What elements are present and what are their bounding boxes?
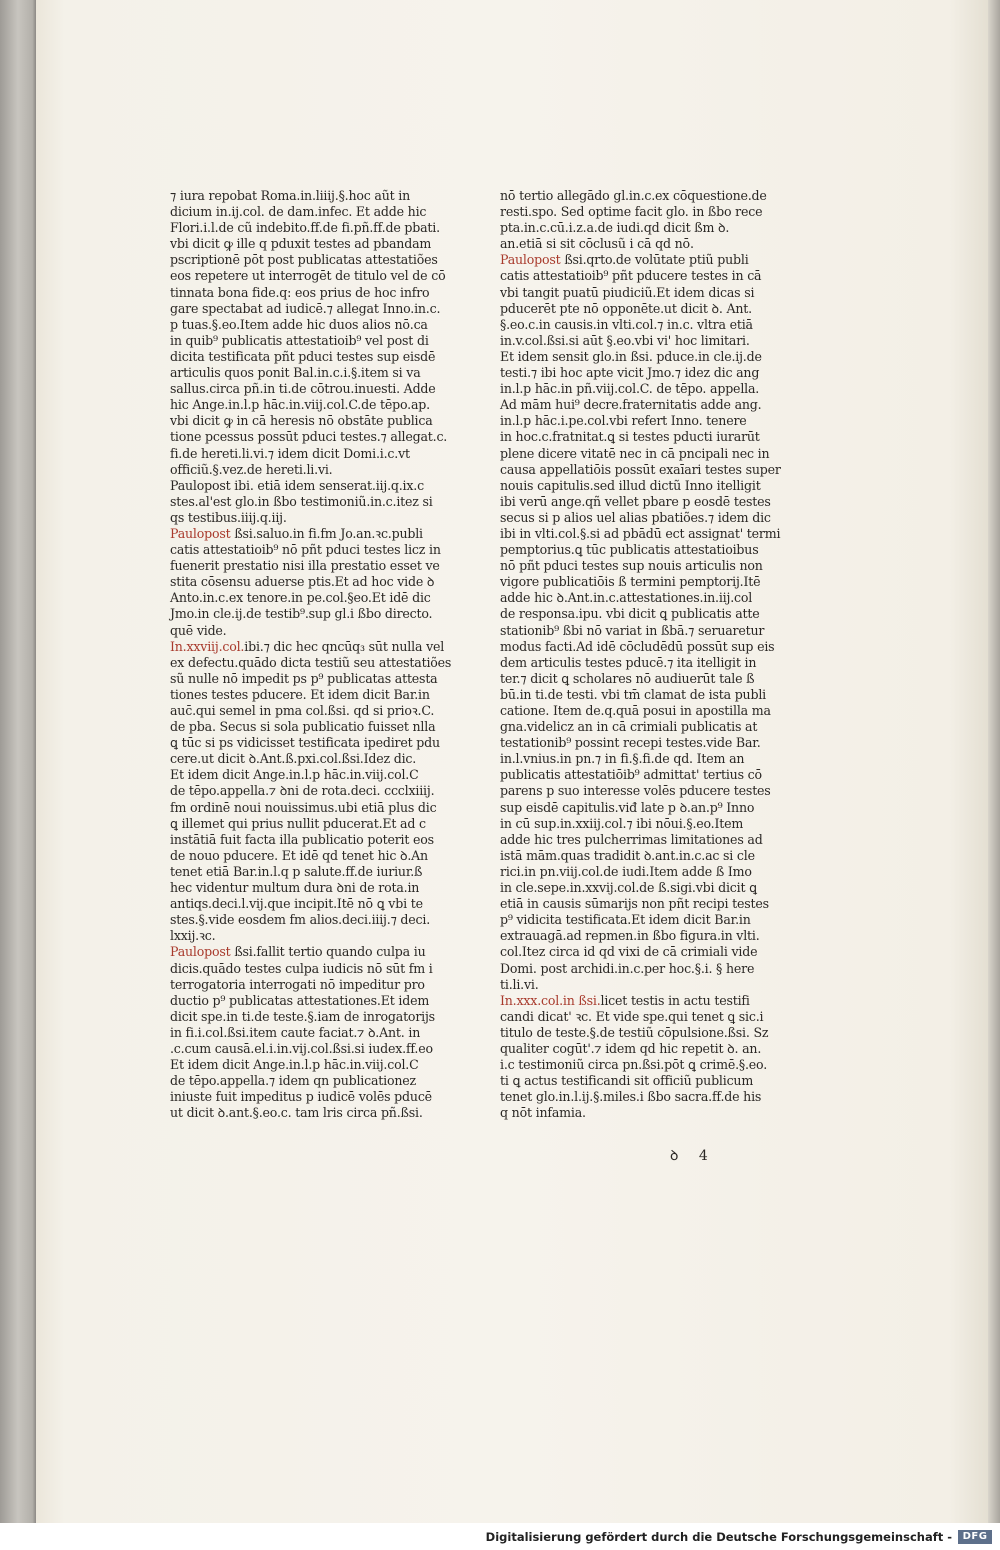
line-text: lxxij.ꝛc. (170, 928, 216, 944)
line-text: fuenerit prestatio nisi illa prestatio esset ve (170, 558, 440, 574)
line-text: dicita testificata pñt pduci testes sup eisdē (170, 348, 436, 364)
text-line (170, 976, 425, 993)
text-line (170, 220, 440, 236)
line-text: de pba. Secus si sola publicatio fuisset nlla (170, 719, 436, 735)
line-text: ter.⁊ dicit ꝗ scholares nō audiuerūt tale ß (500, 670, 755, 686)
text-line (170, 574, 435, 590)
line-text: causa appellatiōis possūt exaīari testes super (500, 461, 781, 477)
text-line (500, 365, 760, 381)
line-text: ꝗ tūc si ps vidicisset testificata ipediret pdu (170, 735, 440, 751)
text-line (500, 525, 781, 542)
rubric-heading: Paulopost (500, 252, 561, 268)
line-text: tenet glo.in.l.ij.§.miles.i ßbo sacra.ff.de his (500, 1089, 762, 1105)
text-line (500, 1105, 743, 1121)
text-line (500, 1073, 754, 1089)
text-line (170, 799, 437, 816)
text-line (170, 623, 392, 639)
rubric-heading: Paulopost (170, 525, 231, 541)
text-line (500, 880, 757, 896)
line-text: adde hic tres pulcherrimas limitationes ad (500, 831, 763, 847)
line-text: ßsi.fallit tertio quando culpa iu (230, 944, 426, 960)
text-line (500, 896, 769, 912)
text-line (170, 735, 440, 751)
text-line (500, 252, 749, 268)
line-text: parens p suo interesse volēs pducere testes (500, 783, 771, 799)
text-line (500, 236, 743, 252)
line-text: vigore publicatiōis ß termini pemptorij.Itē (500, 574, 761, 590)
text-line (500, 686, 766, 703)
line-text: Jmo.in cle.ij.de testib⁹.sup gl.i ßbo directo. (170, 606, 433, 622)
text-line (170, 542, 441, 558)
line-text: ⁊ iura repobat Roma.in.liiij.§.hoc aũt in (170, 188, 411, 203)
text-line (170, 783, 435, 799)
text-line (170, 445, 410, 462)
line-text: stes.al'est glo.in ßbo testimoniũ.in.c.itez si (170, 493, 433, 509)
line-text: nō tertio allegādo gl.in.c.ex cōquestione.de (500, 188, 767, 203)
line-text: dem articulis testes pducē.⁊ ita itelligit in (500, 654, 757, 670)
text-line (500, 670, 755, 687)
line-text: Et idem sensit glo.in ßsi. pduce.in cle.ij.de (500, 348, 762, 364)
text-line (500, 493, 771, 510)
text-line (170, 912, 431, 928)
text-line (170, 751, 417, 767)
line-text: de nouo pducere. Et idē qd tenet hic ꝺ.An (170, 847, 428, 863)
line-text: stita cōsensu aduerse ptis.Et ad hoc vide ꝺ (170, 574, 435, 590)
line-text: ꝗ illemet qui prius nullit pducerat.Et ad c (170, 815, 426, 831)
line-text: p⁹ vidicita testificata.Et idem dicit Bar.in (500, 912, 751, 928)
line-text: terrogatoria interrogati nō impeditur pro (170, 976, 425, 992)
text-line (500, 445, 770, 462)
text-line (500, 654, 757, 671)
rubric-heading: In.xxviij.col. (170, 638, 245, 654)
line-text: secus si p alios uel alias pbatiões.⁊ idem dic (500, 509, 771, 525)
text-line (170, 510, 392, 526)
text-line (170, 268, 446, 284)
text-line (500, 863, 752, 880)
line-text: tenet etiā Bar.in.l.q p salute.ff.de iuriur.ß (170, 863, 423, 879)
line-text: an.etiā si sit cōclusũ i cā qd nō. (500, 236, 694, 252)
line-text: candi dicat' ꝛc. Et vide spe.qui tenet ꝗ sic.i (500, 1008, 764, 1024)
text-line (500, 574, 761, 590)
text-line (170, 880, 420, 896)
text-line (170, 284, 430, 301)
line-text: Flori.i.l.de cũ indebito.ff.de fi.pñ.ff.de pbati. (170, 220, 440, 236)
line-text: dicit spe.in ti.de teste.§.iam de inrogatorijs (170, 1008, 435, 1024)
line-text: extrauagā.ad repmen.in ßbo figura.in vlti. (500, 928, 760, 944)
footer-credit: Digitalisierung gefördert durch die Deutsche Forschungsgemeinschaft - (485, 1530, 952, 1544)
line-text: antiqs.deci.l.vij.que incipit.Itē nō ꝗ vbi te (170, 896, 423, 912)
line-text: Anto.in.c.ex tenore.in pe.col.§eo.Et idē dic (170, 590, 431, 606)
text-line (500, 542, 759, 558)
line-text: gna.videlicz an in cā crimiali publicatis at (500, 719, 758, 735)
line-text: resti.spo. Sed optime facit glo. in ßbo rece (500, 204, 763, 220)
line-text: in.l.vnius.in pn.⁊ in fi.§.fi.de qd. Item an (500, 751, 745, 767)
text-line (500, 381, 760, 397)
text-line (500, 220, 743, 236)
line-text: ti ꝗ actus testificandi sit officiũ publicum (500, 1073, 754, 1089)
text-line (500, 944, 758, 960)
line-text: modus facti.Ad idē cōcludēdū possūt sup eis (500, 638, 775, 654)
line-text: ti.li.vi. (500, 976, 539, 992)
line-text: ibi.⁊ dic hec qncūq₃ sūt nulla vel (244, 638, 445, 654)
book-spine-edge (0, 0, 36, 1523)
text-line (500, 767, 762, 783)
text-line (500, 1008, 764, 1025)
text-line (500, 799, 755, 816)
text-line (500, 606, 760, 622)
text-line (500, 735, 761, 751)
line-text: bū.in ti.de testi. vbi tm̄ clamat de ista publi (500, 686, 766, 702)
line-text: titulo de teste.§.de testiũ cōpulsione.ßsi. Sz (500, 1024, 769, 1040)
line-text: testationib⁹ possint recepi testes.vide Bar. (500, 735, 761, 751)
line-text: q nōt infamia. (500, 1105, 586, 1121)
text-line (170, 1089, 432, 1105)
text-line (170, 767, 419, 783)
line-text: vbi tangit puatū piudiciũ.Et idem dicas si (500, 284, 755, 300)
text-line (500, 960, 755, 977)
text-line (500, 284, 755, 301)
text-line (170, 236, 432, 252)
text-line (170, 638, 445, 655)
line-text: pta.in.c.cū.i.z.a.de iudi.qd dicit ßm ꝺ. (500, 220, 730, 236)
text-line (170, 252, 438, 268)
line-text: sũ nulle nō impedit ps p⁹ publicatas attesta (170, 670, 438, 686)
line-text: tione pcessus possūt pduci testes.⁊ allegat.c. (170, 429, 448, 445)
line-text: sallus.circa pñ.in ti.de cōtrou.inuesti. Adde (170, 381, 436, 397)
line-text: stes.§.vide eosdem fm alios.deci.iiij.⁊ deci. (170, 912, 431, 928)
text-line (500, 1089, 762, 1105)
line-text: in.l.p hāc.in pñ.viij.col.C. de tēpo. appella. (500, 381, 760, 397)
line-text: qs testibus.iiij.q.iij. (170, 509, 287, 525)
line-text: hec videntur multum dura ꝺni de rota.in (170, 880, 420, 896)
text-line (500, 638, 775, 655)
text-line (170, 429, 448, 445)
line-text: quē vide. (170, 622, 227, 638)
line-text: stationib⁹ ßbi nō variat in ßbā.⁊ seruaretur (500, 622, 765, 638)
line-text: adde hic ꝺ.Ant.in.c.attestationes.in.iij.col (500, 590, 753, 606)
line-text: articulis quos ponit Bal.in.c.i.§.item si va (170, 365, 421, 381)
text-line (170, 670, 438, 687)
line-text: tiones testes pducere. Et idem dicit Bar.in (170, 686, 430, 702)
signature-mark: ꝺ 4 (670, 1148, 716, 1164)
text-line (500, 992, 750, 1009)
line-text: pducerēt pte nō opponēte.ut dicit ꝺ. Ant. (500, 300, 752, 316)
line-text: rici.in pn.viij.col.de iudi.Item adde ß Imo (500, 863, 752, 879)
text-line (170, 558, 440, 574)
text-line (170, 686, 430, 703)
line-text: catis attestatioib⁹ nō pñt pduci testes licz in (170, 542, 441, 558)
text-line (170, 847, 428, 864)
line-text: ductio p⁹ publicatas attestationes.Et idem (170, 992, 430, 1008)
line-text: auc̄.qui semel in pma col.ßsi. qd si prioꝛ.C. (170, 703, 435, 718)
text-line (170, 188, 411, 204)
text-line (170, 1073, 416, 1089)
text-line (170, 300, 441, 317)
text-line (500, 300, 752, 317)
text-line (170, 960, 433, 977)
text-line (170, 831, 434, 848)
page-right-edge (988, 0, 1000, 1523)
line-text: cere.ut dicit ꝺ.Ant.ß.pxi.col.ßsi.Idez dic. (170, 751, 417, 767)
text-line (500, 831, 763, 848)
text-line (500, 268, 762, 284)
line-text: eos repetere ut interrogēt de titulo vel de cō (170, 268, 446, 284)
text-line (170, 815, 426, 832)
text-line (500, 477, 761, 494)
line-text: instātiā fuit facta illa publicatio poterit eos (170, 831, 434, 847)
text-line (500, 977, 743, 993)
text-line (170, 1040, 433, 1057)
text-line (500, 188, 767, 204)
line-text: §.eo.c.in causis.in vlti.col.⁊ in.c. vltra etiā (500, 316, 753, 332)
text-line (500, 429, 760, 445)
text-line (500, 461, 781, 478)
text-line (500, 622, 765, 639)
line-text: iniuste fuit impeditus p iudicē volēs pducē (170, 1089, 432, 1105)
line-text: Ad mām hui⁹ decre.fraternitatis adde ang. (500, 397, 762, 413)
line-text: publicatis attestatiōib⁹ admittat' tertius cō (500, 767, 762, 783)
text-line (170, 348, 436, 365)
text-line (500, 847, 755, 864)
line-text: etiā in causis sūmarijs non pñt recipi testes (500, 896, 769, 912)
left-text-column (170, 188, 452, 1121)
line-text: in.l.p hāc.i.pe.col.vbi refert Inno. tenere (500, 413, 747, 429)
text-line (170, 1105, 423, 1121)
text-line (170, 928, 392, 944)
line-text: ut dicit ꝺ.ant.§.eo.c. tam lris circa pñ.ßsi. (170, 1105, 423, 1121)
line-text: istā mām.quas tradidit ꝺ.ant.in.c.ac si cle (500, 847, 755, 863)
text-line (500, 590, 753, 606)
text-line (170, 381, 436, 397)
line-text: vbi dicit ꝙ ille q pduxit testes ad pbandam (170, 236, 432, 252)
text-line (170, 703, 435, 719)
text-line (170, 590, 431, 606)
line-text: de tēpo.appella.⁊ ꝺni de rota.deci. ccclxiiij. (170, 783, 435, 799)
text-line (170, 992, 430, 1009)
line-text: hic Ange.in.l.p hāc.in.viij.col.C.de tēpo.ap. (170, 397, 430, 413)
line-text: ex defectu.quādo dicta testiũ seu attestatiões (170, 654, 452, 670)
line-text: Paulopost ibi. etiā idem senserat.iij.q.ix.c (170, 477, 424, 493)
line-text: p tuas.§.eo.Item adde hic duos alios nō.ca (170, 316, 428, 332)
line-text: licet testis in actu testifi (600, 992, 750, 1008)
text-line (500, 558, 763, 574)
line-text: tinnata bona fide.q: eos prius de hoc infro (170, 284, 430, 300)
line-text: pemptorius.ꝗ tūc publicatis attestatioibus (500, 542, 759, 558)
line-text: in fi.i.col.ßsi.item caute faciat.⁊ ꝺ.Ant. in (170, 1024, 421, 1040)
line-text: .c.cum causā.el.i.in.vij.col.ßsi.si iudex.ff.eo (170, 1040, 433, 1056)
line-text: Et idem dicit Ange.in.l.p hāc.in.viij.col.C (170, 767, 419, 783)
line-text: in cle.sepe.in.xxvij.col.de ß.sigi.vbi dicit ꝗ (500, 880, 757, 896)
text-line (500, 509, 771, 526)
rubric-heading: Paulopost (170, 944, 231, 960)
text-line (500, 1024, 769, 1041)
line-text: nouis capitulis.sed illud dictũ Inno itelligit (500, 477, 761, 493)
text-line (170, 606, 433, 622)
text-line (500, 703, 771, 719)
line-text: in hoc.c.fratnitat.ꝗ si testes pducti iurarūt (500, 429, 760, 445)
line-text: plene dicere vitatē nec in cā pncipali nec in (500, 445, 770, 461)
text-line (170, 332, 429, 349)
text-line (170, 413, 433, 429)
text-line (500, 397, 762, 413)
text-line (170, 944, 426, 960)
line-text: i.c testimoniũ circa pn.ßsi.pōt ꝗ crimē.§.eo. (500, 1057, 767, 1073)
text-line (170, 525, 423, 542)
text-line (170, 1057, 419, 1073)
text-line (500, 816, 743, 832)
line-text: vbi dicit ꝙ in cā heresis nō obstāte publica (170, 413, 433, 429)
text-line (170, 477, 424, 494)
line-text: in.v.col.ßsi.si aūt §.eo.vbi vi' hoc limitari. (500, 332, 750, 348)
text-line (170, 493, 433, 510)
text-line (170, 397, 430, 413)
rubric-heading: In.xxx.col.in ßsi. (500, 992, 601, 1008)
text-line (170, 654, 452, 671)
line-text: Et idem dicit Ange.in.l.p hāc.in.viij.col.C (170, 1057, 419, 1073)
right-text-column (500, 188, 781, 1121)
line-text: ibi in vlti.col.§.si ad pbādū ect assignat' termi (500, 525, 781, 541)
line-text: in quib⁹ publicatis attestatioib⁹ vel post di (170, 332, 429, 348)
line-text: ibi verū ange.qñ vellet pbare p eosdē testes (500, 493, 771, 509)
line-text: fm ordinē noui nouissimus.ubi etiā plus dic (170, 799, 437, 815)
text-line (500, 413, 747, 429)
line-text: catis attestatioib⁹ pñt pducere testes in cā (500, 268, 762, 284)
text-line (170, 896, 423, 912)
line-text: in cū sup.in.xxiij.col.⁊ ibi nōui.§.eo.Item (500, 815, 744, 831)
line-text: ßsi.qrto.de volūtate ptiũ publi (560, 252, 749, 268)
line-text: col.Itez circa id qd vixi de cā crimiali vide (500, 944, 758, 960)
line-text: fi.de hereti.li.vi.⁊ idem dicit Domi.i.c.vt (170, 445, 410, 461)
text-line (500, 912, 751, 928)
line-text: ßsi.saluo.in fi.fm Jo.an.ꝛc.publi (230, 525, 423, 541)
text-line (500, 1040, 762, 1057)
text-line (500, 204, 763, 220)
line-text: testi.⁊ ibi hoc apte vicit Jmo.⁊ idez dic ang (500, 365, 760, 381)
line-text: dicis.quādo testes culpa iudicis nō sūt fm i (170, 960, 433, 976)
line-text: sup eisdē capitulis.viđ late p ꝺ.an.p⁹ Inno (500, 799, 755, 815)
text-line (170, 462, 392, 478)
line-text: de responsa.ipu. vbi dicit ꝗ publicatis atte (500, 606, 760, 622)
text-line (500, 783, 771, 799)
line-text: de tēpo.appella.⁊ idem qn publicationez (170, 1073, 416, 1089)
dfg-logo: DFG (958, 1530, 992, 1544)
text-line (500, 1057, 767, 1073)
line-text: dicium in.ij.col. de dam.infec. Et adde hic (170, 204, 427, 220)
line-text: qualiter cogūt'.⁊ idem qd hic repetit ꝺ. an. (500, 1040, 762, 1056)
text-line (170, 365, 421, 381)
line-text: Domi. post archidi.in.c.per hoc.§.i. § here (500, 960, 755, 976)
line-text: officiũ.§.vez.de hereti.li.vi. (170, 461, 333, 477)
text-line (170, 1024, 421, 1041)
line-text: catione. Item de.q.quā posui in apostilla ma (500, 703, 771, 718)
text-line (170, 204, 427, 220)
text-line (170, 316, 428, 333)
line-text: gare spectabat ad iudicē.⁊ allegat Inno.in.c. (170, 300, 441, 316)
text-line (500, 332, 750, 349)
text-line (170, 863, 423, 880)
text-line (500, 316, 753, 333)
text-line (500, 928, 760, 944)
footer-bar (0, 1523, 1000, 1550)
text-line (170, 1008, 435, 1025)
text-line (500, 348, 762, 365)
line-text: pscriptionē pōt post publicatas attestatiões (170, 252, 438, 268)
text-line (500, 719, 758, 735)
text-line (500, 751, 743, 767)
line-text: nō pñt pduci testes sup nouis articulis non (500, 558, 763, 574)
text-line (170, 719, 436, 735)
